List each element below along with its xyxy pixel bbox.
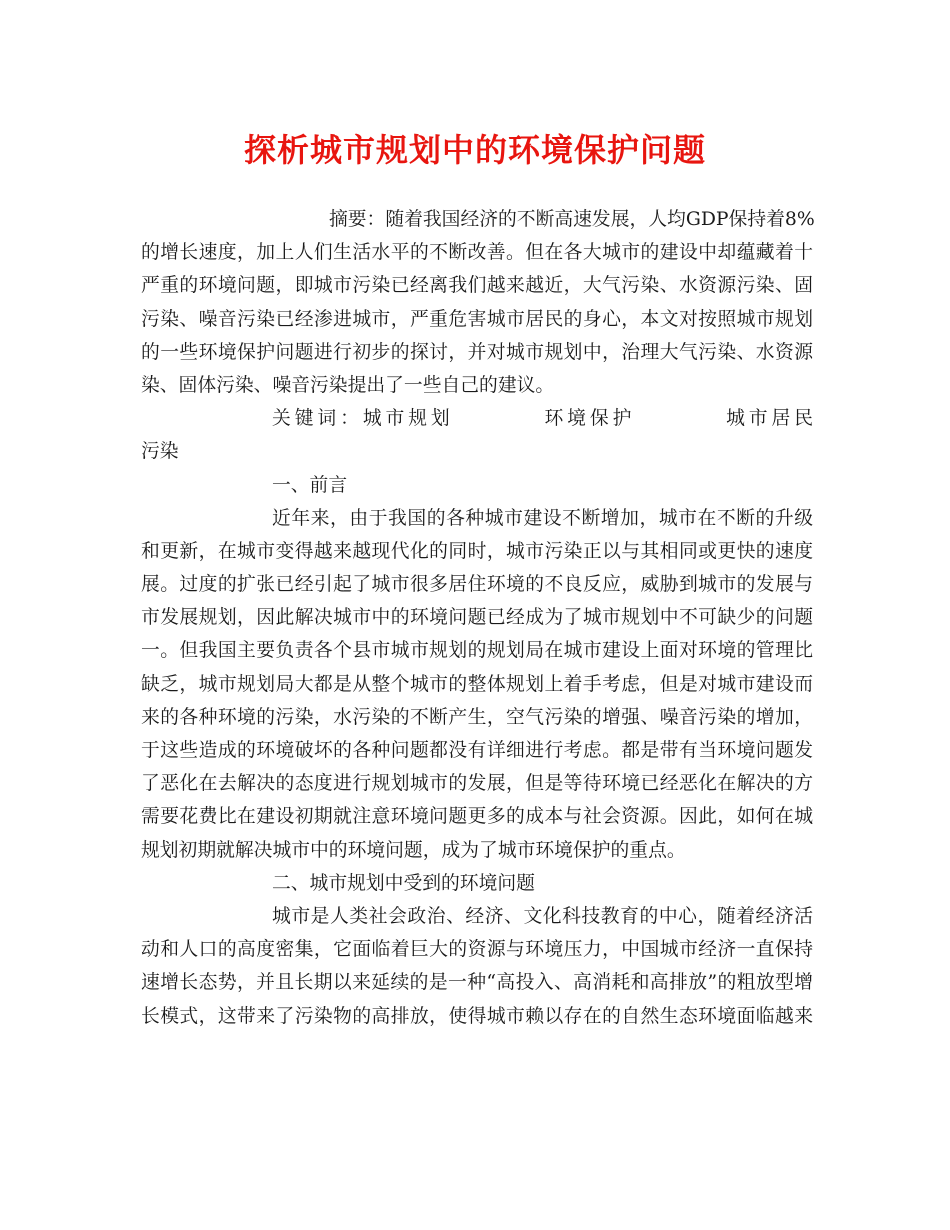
- paragraph-line: 需要花费比在建设初期就注意环境问题更多的成本与社会资源。因此，如何在城: [141, 806, 813, 828]
- keywords-line: 关键词：城市规划 环境保护 城市居民: [272, 408, 813, 430]
- paragraph-line: 一。但我国主要负责各个县市城市规划的规划局在城市建设上面对环境的管理比: [141, 640, 813, 662]
- paragraph-line: 动和人口的高度密集，它面临着巨大的资源与环境压力，中国城市经济一直保持: [141, 939, 813, 961]
- document-title: 探析城市规划中的环境保护问题: [243, 131, 706, 169]
- paragraph-line: 市发展规划，因此解决城市中的环境问题已经成为了城市规划中不可缺少的问题: [141, 607, 813, 629]
- paragraph-line: 长模式，这带来了污染物的高排放，使得城市赖以存在的自然生态环境面临越来: [141, 1005, 813, 1027]
- abstract-line: 严重的环境问题，即城市污染已经离我们越来越近，大气污染、水资源污染、固: [141, 275, 813, 297]
- paragraph-line: 城市是人类社会政治、经济、文化科技教育的中心，随着经济活: [272, 905, 813, 927]
- paragraph-line: 展。过度的扩张已经引起了城市很多居住环境的不良反应，威胁到城市的发展与: [141, 574, 813, 596]
- paragraph-line: 速增长态势，并且长期以来延续的是一种“高投入、高消耗和高排放”的粗放型增: [141, 972, 813, 994]
- abstract-line: 摘要：随着我国经济的不断高速发展，人均GDP保持着8%: [329, 209, 815, 230]
- abstract-line: 染、固体污染、噪音污染提出了一些自己的建议。: [141, 374, 555, 396]
- document-body: [141, 203, 813, 1033]
- section-heading: 一、前言: [272, 474, 348, 496]
- abstract-line: 的增长速度，加上人们生活水平的不断改善。但在各大城市的建设中却蕴藏着十: [141, 242, 813, 264]
- abstract-line: 污染、噪音污染已经渗进城市，严重危害城市居民的身心，本文对按照城市规划: [141, 308, 813, 330]
- paragraph-line: 于这些造成的环境破坏的各种问题都没有详细进行考虑。都是带有当环境问题发: [141, 740, 813, 761]
- keywords-line: 污染: [141, 441, 179, 463]
- paragraph-line: 来的各种环境的污染，水污染的不断产生，空气污染的增强、噪音污染的增加，: [141, 706, 813, 728]
- abstract-line: 的一些环境保护问题进行初步的探讨，并对城市规划中，治理大气污染、水资源: [141, 341, 813, 363]
- paragraph-line: 了恶化在去解决的态度进行规划城市的发展，但是等待环境已经恶化在解决的方: [141, 773, 813, 795]
- section-heading: 二、城市规划中受到的环境问题: [272, 872, 535, 894]
- paragraph-line: 缺乏，城市规划局大都是从整个城市的整体规划上着手考虑，但是对城市建设而: [141, 673, 813, 695]
- paragraph-line: 近年来，由于我国的各种城市建设不断增加，城市在不断的升级: [272, 507, 813, 529]
- paragraph-line: 和更新，在城市变得越来越现代化的同时，城市污染正以与其相同或更快的速度: [141, 540, 813, 562]
- paragraph-line: 规划初期就解决城市中的环境问题，成为了城市环境保护的重点。: [141, 839, 686, 861]
